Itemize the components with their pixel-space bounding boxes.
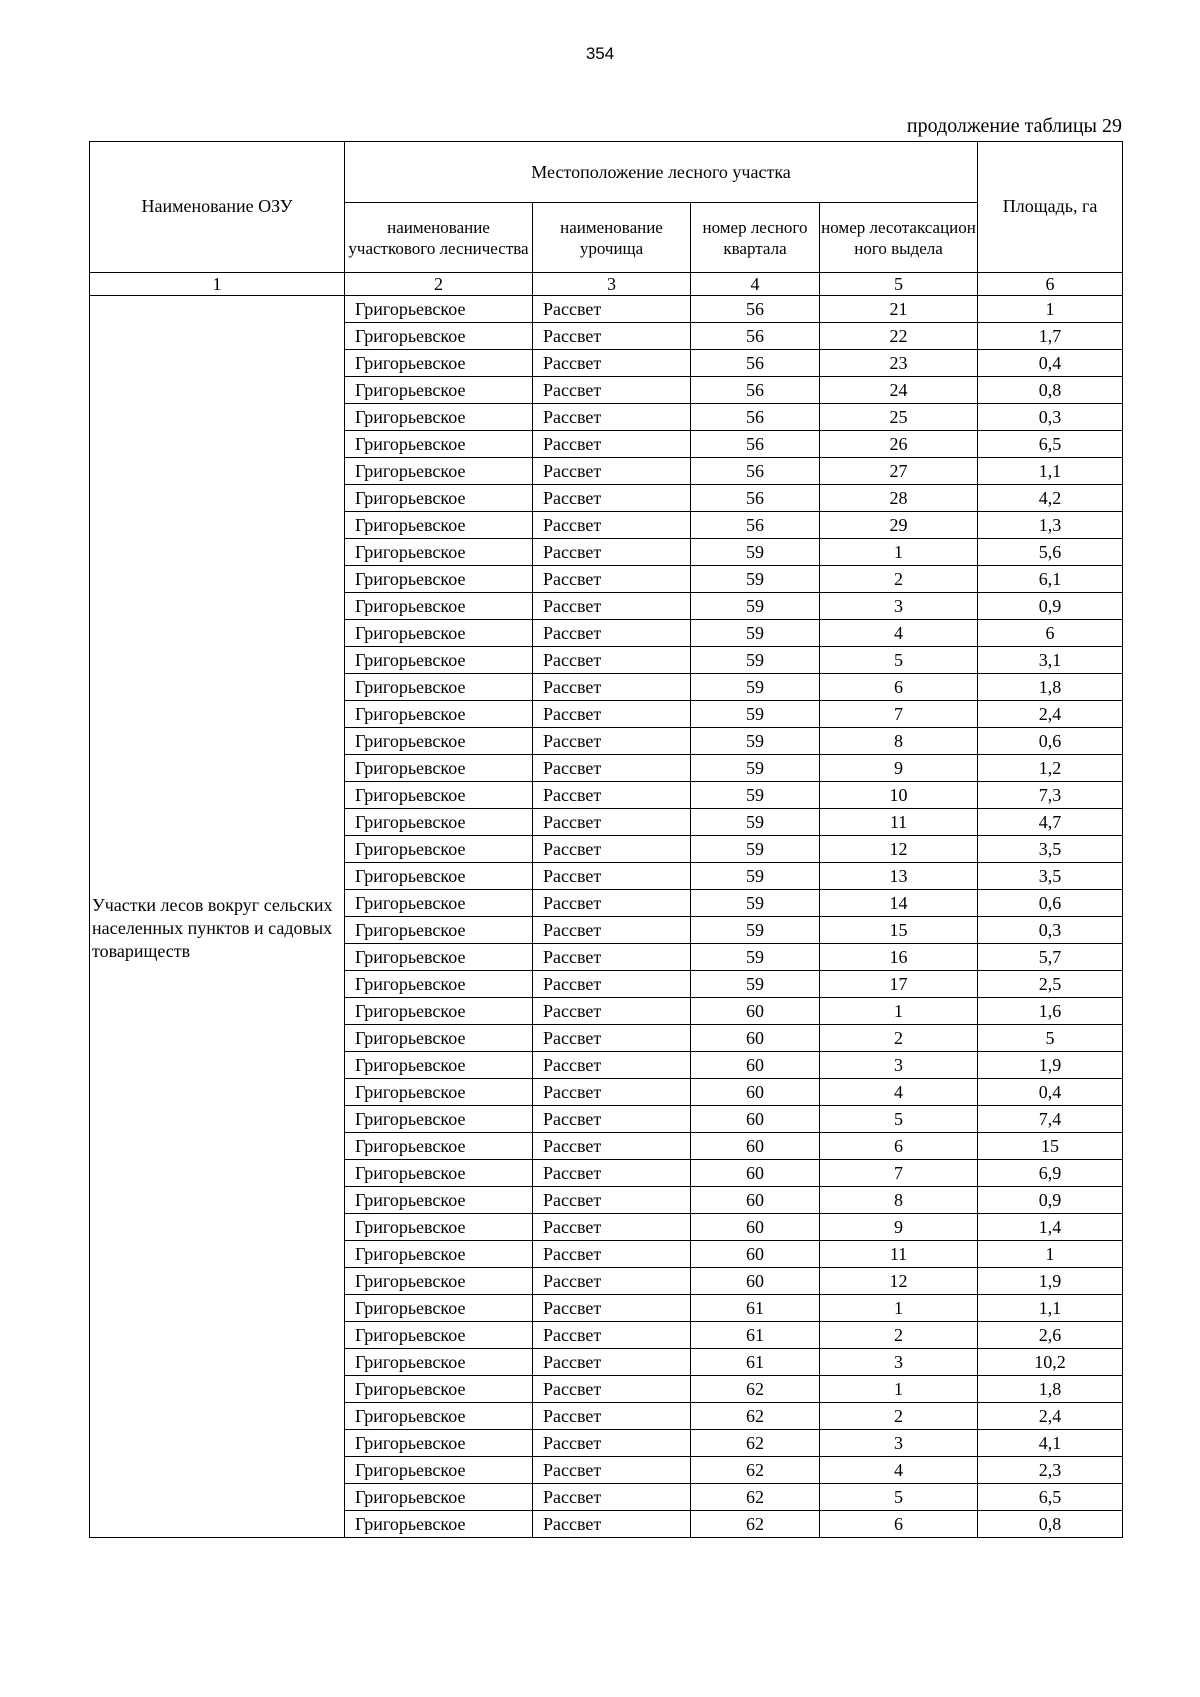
cell-tract: Рассвет xyxy=(533,890,691,917)
cell-quarter: 56 xyxy=(691,296,820,323)
cell-allotment: 21 xyxy=(820,296,978,323)
header-quarter: номер лесного квартала xyxy=(691,203,820,273)
cell-area: 2,3 xyxy=(978,1457,1123,1484)
cell-quarter: 62 xyxy=(691,1457,820,1484)
cell-forestry: Григорьевское xyxy=(345,1106,533,1133)
cell-area: 6,1 xyxy=(978,566,1123,593)
cell-allotment: 2 xyxy=(820,1403,978,1430)
cell-forestry: Григорьевское xyxy=(345,755,533,782)
cell-area: 1,9 xyxy=(978,1268,1123,1295)
cell-tract: Рассвет xyxy=(533,1376,691,1403)
cell-area: 0,4 xyxy=(978,350,1123,377)
cell-tract: Рассвет xyxy=(533,350,691,377)
cell-tract: Рассвет xyxy=(533,1160,691,1187)
cell-allotment: 16 xyxy=(820,944,978,971)
cell-area: 1,6 xyxy=(978,998,1123,1025)
cell-quarter: 59 xyxy=(691,593,820,620)
cell-quarter: 56 xyxy=(691,431,820,458)
page-number: 354 xyxy=(585,44,615,63)
cell-allotment: 1 xyxy=(820,1295,978,1322)
cell-tract: Рассвет xyxy=(533,836,691,863)
cell-area: 0,3 xyxy=(978,404,1123,431)
cell-area: 6,9 xyxy=(978,1160,1123,1187)
cell-area: 1,2 xyxy=(978,755,1123,782)
table-body xyxy=(90,296,1123,1538)
cell-allotment: 2 xyxy=(820,1322,978,1349)
cell-tract: Рассвет xyxy=(533,404,691,431)
column-number: 2 xyxy=(345,273,533,296)
cell-allotment: 1 xyxy=(820,998,978,1025)
cell-tract: Рассвет xyxy=(533,1322,691,1349)
cell-forestry: Григорьевское xyxy=(345,377,533,404)
cell-forestry: Григорьевское xyxy=(345,1214,533,1241)
cell-area: 15 xyxy=(978,1133,1123,1160)
cell-area: 10,2 xyxy=(978,1349,1123,1376)
cell-tract: Рассвет xyxy=(533,863,691,890)
cell-tract: Рассвет xyxy=(533,1268,691,1295)
cell-quarter: 59 xyxy=(691,836,820,863)
cell-allotment: 23 xyxy=(820,350,978,377)
cell-forestry: Григорьевское xyxy=(345,1268,533,1295)
cell-area: 1,1 xyxy=(978,458,1123,485)
cell-tract: Рассвет xyxy=(533,1511,691,1538)
cell-tract: Рассвет xyxy=(533,1106,691,1133)
cell-quarter: 59 xyxy=(691,701,820,728)
cell-allotment: 27 xyxy=(820,458,978,485)
cell-tract: Рассвет xyxy=(533,1295,691,1322)
cell-tract: Рассвет xyxy=(533,1187,691,1214)
cell-quarter: 60 xyxy=(691,1214,820,1241)
ozu-category-cell: Участки лесов вокруг сельских населенных пунктов и садовых товариществ xyxy=(90,296,345,1538)
cell-allotment: 14 xyxy=(820,890,978,917)
cell-forestry: Григорьевское xyxy=(345,1322,533,1349)
cell-allotment: 2 xyxy=(820,1025,978,1052)
cell-quarter: 61 xyxy=(691,1322,820,1349)
cell-quarter: 59 xyxy=(691,944,820,971)
cell-tract: Рассвет xyxy=(533,1403,691,1430)
cell-allotment: 17 xyxy=(820,971,978,998)
cell-quarter: 62 xyxy=(691,1430,820,1457)
cell-tract: Рассвет xyxy=(533,809,691,836)
cell-allotment: 5 xyxy=(820,647,978,674)
cell-forestry: Григорьевское xyxy=(345,863,533,890)
cell-forestry: Григорьевское xyxy=(345,512,533,539)
cell-tract: Рассвет xyxy=(533,620,691,647)
cell-tract: Рассвет xyxy=(533,674,691,701)
cell-tract: Рассвет xyxy=(533,1349,691,1376)
cell-area: 0,6 xyxy=(978,728,1123,755)
cell-allotment: 10 xyxy=(820,782,978,809)
cell-area: 5,7 xyxy=(978,944,1123,971)
cell-forestry: Григорьевское xyxy=(345,323,533,350)
cell-quarter: 59 xyxy=(691,728,820,755)
cell-quarter: 56 xyxy=(691,512,820,539)
cell-area: 5 xyxy=(978,1025,1123,1052)
header-location: Местоположение лесного участка xyxy=(345,142,978,203)
cell-tract: Рассвет xyxy=(533,1484,691,1511)
cell-allotment: 8 xyxy=(820,1187,978,1214)
cell-tract: Рассвет xyxy=(533,998,691,1025)
cell-forestry: Григорьевское xyxy=(345,701,533,728)
cell-tract: Рассвет xyxy=(533,431,691,458)
cell-forestry: Григорьевское xyxy=(345,1511,533,1538)
cell-allotment: 3 xyxy=(820,1430,978,1457)
header-ozu-name: Наименование ОЗУ xyxy=(90,142,345,273)
cell-area: 2,4 xyxy=(978,701,1123,728)
header-area: Площадь, га xyxy=(978,142,1123,273)
cell-area: 2,6 xyxy=(978,1322,1123,1349)
cell-quarter: 59 xyxy=(691,647,820,674)
cell-quarter: 62 xyxy=(691,1511,820,1538)
cell-forestry: Григорьевское xyxy=(345,485,533,512)
cell-tract: Рассвет xyxy=(533,1430,691,1457)
cell-quarter: 59 xyxy=(691,863,820,890)
cell-quarter: 60 xyxy=(691,1241,820,1268)
cell-allotment: 6 xyxy=(820,1511,978,1538)
cell-allotment: 5 xyxy=(820,1106,978,1133)
cell-quarter: 60 xyxy=(691,1052,820,1079)
header-tract: наименование урочища xyxy=(533,203,691,273)
cell-allotment: 2 xyxy=(820,566,978,593)
cell-allotment: 3 xyxy=(820,1349,978,1376)
cell-area: 7,3 xyxy=(978,782,1123,809)
cell-area: 0,4 xyxy=(978,1079,1123,1106)
cell-tract: Рассвет xyxy=(533,485,691,512)
cell-area: 4,7 xyxy=(978,809,1123,836)
cell-forestry: Григорьевское xyxy=(345,350,533,377)
cell-allotment: 11 xyxy=(820,1241,978,1268)
cell-tract: Рассвет xyxy=(533,728,691,755)
cell-tract: Рассвет xyxy=(533,1052,691,1079)
cell-tract: Рассвет xyxy=(533,1025,691,1052)
cell-area: 0,8 xyxy=(978,1511,1123,1538)
cell-allotment: 9 xyxy=(820,755,978,782)
table-row xyxy=(90,296,1123,323)
cell-tract: Рассвет xyxy=(533,647,691,674)
cell-allotment: 4 xyxy=(820,1457,978,1484)
cell-quarter: 60 xyxy=(691,1160,820,1187)
cell-allotment: 4 xyxy=(820,620,978,647)
cell-forestry: Григорьевское xyxy=(345,1052,533,1079)
cell-forestry: Григорьевское xyxy=(345,404,533,431)
cell-area: 1 xyxy=(978,296,1123,323)
cell-quarter: 59 xyxy=(691,917,820,944)
cell-tract: Рассвет xyxy=(533,701,691,728)
cell-tract: Рассвет xyxy=(533,1079,691,1106)
cell-forestry: Григорьевское xyxy=(345,836,533,863)
cell-tract: Рассвет xyxy=(533,1457,691,1484)
cell-tract: Рассвет xyxy=(533,593,691,620)
cell-area: 1,9 xyxy=(978,1052,1123,1079)
cell-forestry: Григорьевское xyxy=(345,1430,533,1457)
cell-quarter: 59 xyxy=(691,566,820,593)
cell-quarter: 60 xyxy=(691,1106,820,1133)
cell-quarter: 59 xyxy=(691,755,820,782)
cell-allotment: 1 xyxy=(820,539,978,566)
cell-area: 4,2 xyxy=(978,485,1123,512)
cell-forestry: Григорьевское xyxy=(345,1349,533,1376)
cell-quarter: 60 xyxy=(691,1187,820,1214)
cell-area: 5,6 xyxy=(978,539,1123,566)
cell-forestry: Григорьевское xyxy=(345,809,533,836)
cell-forestry: Григорьевское xyxy=(345,1241,533,1268)
column-number: 5 xyxy=(820,273,978,296)
cell-quarter: 56 xyxy=(691,485,820,512)
column-number: 6 xyxy=(978,273,1123,296)
cell-area: 1,8 xyxy=(978,1376,1123,1403)
cell-allotment: 15 xyxy=(820,917,978,944)
cell-forestry: Григорьевское xyxy=(345,674,533,701)
cell-allotment: 7 xyxy=(820,1160,978,1187)
cell-tract: Рассвет xyxy=(533,539,691,566)
cell-allotment: 12 xyxy=(820,1268,978,1295)
cell-allotment: 26 xyxy=(820,431,978,458)
column-number: 3 xyxy=(533,273,691,296)
cell-quarter: 61 xyxy=(691,1349,820,1376)
cell-area: 6,5 xyxy=(978,1484,1123,1511)
cell-tract: Рассвет xyxy=(533,377,691,404)
cell-quarter: 59 xyxy=(691,971,820,998)
cell-forestry: Григорьевское xyxy=(345,1160,533,1187)
cell-quarter: 60 xyxy=(691,1268,820,1295)
cell-area: 0,6 xyxy=(978,890,1123,917)
cell-allotment: 3 xyxy=(820,1052,978,1079)
cell-forestry: Григорьевское xyxy=(345,1457,533,1484)
cell-forestry: Григорьевское xyxy=(345,1403,533,1430)
cell-forestry: Григорьевское xyxy=(345,890,533,917)
cell-quarter: 59 xyxy=(691,809,820,836)
cell-tract: Рассвет xyxy=(533,971,691,998)
cell-allotment: 11 xyxy=(820,809,978,836)
cell-tract: Рассвет xyxy=(533,323,691,350)
cell-forestry: Григорьевское xyxy=(345,1133,533,1160)
cell-allotment: 29 xyxy=(820,512,978,539)
cell-forestry: Григорьевское xyxy=(345,944,533,971)
cell-quarter: 59 xyxy=(691,782,820,809)
cell-tract: Рассвет xyxy=(533,1133,691,1160)
cell-quarter: 59 xyxy=(691,620,820,647)
cell-quarter: 56 xyxy=(691,458,820,485)
cell-allotment: 5 xyxy=(820,1484,978,1511)
cell-allotment: 25 xyxy=(820,404,978,431)
column-number: 1 xyxy=(90,273,345,296)
cell-allotment: 24 xyxy=(820,377,978,404)
forest-plots-table xyxy=(89,141,1123,1538)
header-allotment: номер лесотаксацион ного выдела xyxy=(820,203,978,273)
cell-forestry: Григорьевское xyxy=(345,620,533,647)
cell-allotment: 6 xyxy=(820,674,978,701)
cell-tract: Рассвет xyxy=(533,782,691,809)
cell-area: 4,1 xyxy=(978,1430,1123,1457)
cell-forestry: Григорьевское xyxy=(345,593,533,620)
cell-area: 1,4 xyxy=(978,1214,1123,1241)
cell-forestry: Григорьевское xyxy=(345,296,533,323)
cell-allotment: 12 xyxy=(820,836,978,863)
cell-quarter: 56 xyxy=(691,377,820,404)
cell-forestry: Григорьевское xyxy=(345,647,533,674)
cell-forestry: Григорьевское xyxy=(345,1295,533,1322)
cell-quarter: 59 xyxy=(691,539,820,566)
cell-tract: Рассвет xyxy=(533,917,691,944)
cell-area: 0,9 xyxy=(978,1187,1123,1214)
cell-tract: Рассвет xyxy=(533,944,691,971)
cell-quarter: 60 xyxy=(691,1025,820,1052)
cell-forestry: Григорьевское xyxy=(345,1484,533,1511)
cell-forestry: Григорьевское xyxy=(345,1079,533,1106)
cell-area: 2,4 xyxy=(978,1403,1123,1430)
cell-area: 6,5 xyxy=(978,431,1123,458)
cell-area: 0,9 xyxy=(978,593,1123,620)
cell-area: 3,5 xyxy=(978,863,1123,890)
cell-tract: Рассвет xyxy=(533,512,691,539)
cell-allotment: 4 xyxy=(820,1079,978,1106)
cell-quarter: 56 xyxy=(691,404,820,431)
cell-forestry: Григорьевское xyxy=(345,539,533,566)
cell-area: 1 xyxy=(978,1241,1123,1268)
cell-tract: Рассвет xyxy=(533,296,691,323)
cell-forestry: Григорьевское xyxy=(345,1025,533,1052)
cell-area: 0,3 xyxy=(978,917,1123,944)
cell-quarter: 62 xyxy=(691,1484,820,1511)
cell-allotment: 8 xyxy=(820,728,978,755)
cell-forestry: Григорьевское xyxy=(345,431,533,458)
cell-forestry: Григорьевское xyxy=(345,998,533,1025)
cell-tract: Рассвет xyxy=(533,755,691,782)
cell-quarter: 62 xyxy=(691,1376,820,1403)
cell-quarter: 62 xyxy=(691,1403,820,1430)
cell-quarter: 59 xyxy=(691,674,820,701)
cell-quarter: 56 xyxy=(691,350,820,377)
cell-allotment: 28 xyxy=(820,485,978,512)
cell-area: 1,1 xyxy=(978,1295,1123,1322)
cell-area: 0,8 xyxy=(978,377,1123,404)
cell-allotment: 6 xyxy=(820,1133,978,1160)
cell-quarter: 61 xyxy=(691,1295,820,1322)
cell-allotment: 3 xyxy=(820,593,978,620)
cell-area: 3,1 xyxy=(978,647,1123,674)
cell-forestry: Григорьевское xyxy=(345,566,533,593)
cell-forestry: Григорьевское xyxy=(345,971,533,998)
cell-area: 7,4 xyxy=(978,1106,1123,1133)
header-forestry: наименование участкового лесничества xyxy=(345,203,533,273)
cell-forestry: Григорьевское xyxy=(345,782,533,809)
cell-allotment: 1 xyxy=(820,1376,978,1403)
cell-quarter: 56 xyxy=(691,323,820,350)
cell-forestry: Григорьевское xyxy=(345,917,533,944)
cell-allotment: 7 xyxy=(820,701,978,728)
cell-allotment: 13 xyxy=(820,863,978,890)
cell-area: 2,5 xyxy=(978,971,1123,998)
cell-quarter: 60 xyxy=(691,1079,820,1106)
cell-tract: Рассвет xyxy=(533,458,691,485)
column-number: 4 xyxy=(691,273,820,296)
cell-area: 1,3 xyxy=(978,512,1123,539)
cell-tract: Рассвет xyxy=(533,566,691,593)
cell-quarter: 59 xyxy=(691,890,820,917)
cell-area: 1,7 xyxy=(978,323,1123,350)
cell-allotment: 9 xyxy=(820,1214,978,1241)
cell-quarter: 60 xyxy=(691,998,820,1025)
cell-forestry: Григорьевское xyxy=(345,1376,533,1403)
cell-area: 1,8 xyxy=(978,674,1123,701)
cell-forestry: Григорьевское xyxy=(345,728,533,755)
cell-area: 3,5 xyxy=(978,836,1123,863)
cell-area: 6 xyxy=(978,620,1123,647)
table-continuation-label: продолжение таблицы 29 xyxy=(906,115,1122,137)
cell-quarter: 60 xyxy=(691,1133,820,1160)
cell-tract: Рассвет xyxy=(533,1241,691,1268)
cell-forestry: Григорьевское xyxy=(345,458,533,485)
cell-tract: Рассвет xyxy=(533,1214,691,1241)
cell-forestry: Григорьевское xyxy=(345,1187,533,1214)
cell-allotment: 22 xyxy=(820,323,978,350)
